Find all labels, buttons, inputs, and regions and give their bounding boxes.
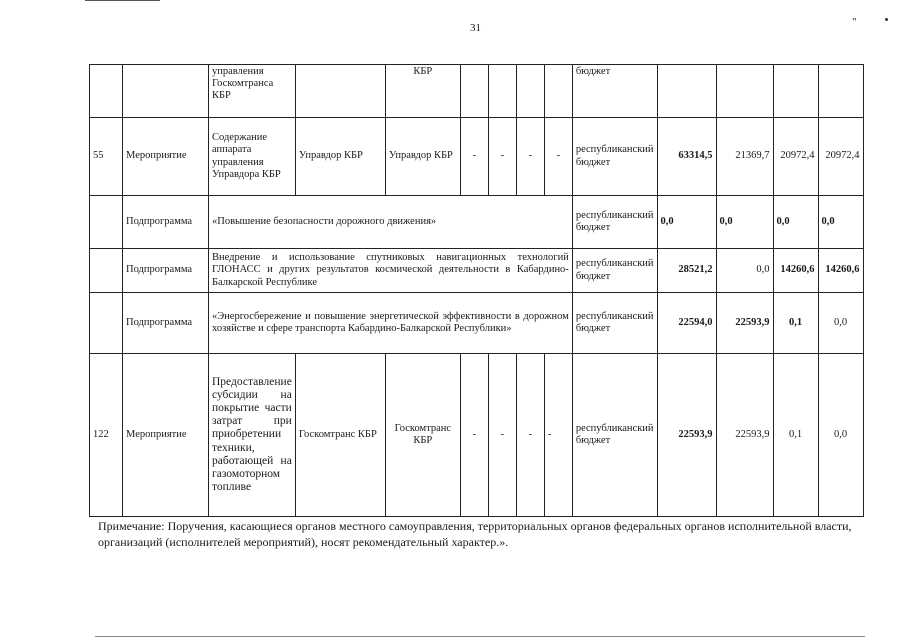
row-term: - — [488, 354, 516, 517]
row-year-value — [818, 65, 863, 118]
row-year-value: 0,0 — [818, 354, 863, 517]
row-term — [488, 65, 516, 118]
row-year-value: 0,0 — [716, 249, 773, 293]
row-term: - — [544, 118, 572, 196]
row-term: - — [488, 118, 516, 196]
row-year-value — [716, 65, 773, 118]
row-executor: КБР — [385, 65, 460, 118]
row-year-value — [773, 65, 818, 118]
row-number: 55 — [90, 118, 123, 196]
row-responsible — [295, 65, 385, 118]
row-source: республиканский бюджет — [572, 196, 657, 249]
program-table — [89, 64, 864, 517]
row-type: Подпрограмма — [123, 293, 209, 354]
row-total: 28521,2 — [657, 249, 716, 293]
row-type: Мероприятие — [123, 354, 209, 517]
row-type: Мероприятие — [123, 118, 209, 196]
table-row — [90, 65, 864, 118]
table-row — [90, 249, 864, 293]
row-term: - — [460, 118, 488, 196]
row-source: республиканский бюджет — [572, 118, 657, 196]
row-total — [657, 65, 716, 118]
row-name: «Повышение безопасности дорожного движения» — [209, 196, 573, 249]
row-total: 22593,9 — [657, 354, 716, 517]
row-name: Содержание аппарата управления Управдора КБР — [209, 118, 296, 196]
row-type — [123, 65, 209, 118]
row-year-value: 22593,9 — [716, 293, 773, 354]
row-number — [90, 65, 123, 118]
row-term: - — [460, 354, 488, 517]
row-total: 0,0 — [657, 196, 716, 249]
row-executor: Управдор КБР — [385, 118, 460, 196]
scan-line-top — [85, 0, 160, 1]
row-source: республиканский бюджет — [572, 249, 657, 293]
row-year-value: 0,0 — [773, 196, 818, 249]
row-year-value: 21369,7 — [716, 118, 773, 196]
row-year-value: 14260,6 — [818, 249, 863, 293]
row-number — [90, 249, 123, 293]
row-number: 122 — [90, 354, 123, 517]
table-row — [90, 118, 864, 196]
row-responsible: Госкомтранс КБР — [295, 354, 385, 517]
row-source: республиканский бюджет — [572, 293, 657, 354]
row-term: - — [544, 354, 572, 517]
scan-line-bottom — [95, 636, 865, 637]
row-term: - — [516, 118, 544, 196]
row-source: республиканский бюджет — [572, 354, 657, 517]
row-year-value: 0,1 — [773, 354, 818, 517]
scan-dot — [885, 18, 888, 21]
corner-mark: " — [852, 16, 857, 28]
row-term — [460, 65, 488, 118]
row-year-value: 0,0 — [818, 196, 863, 249]
row-type: Подпрограмма — [123, 249, 209, 293]
row-type: Подпрограмма — [123, 196, 209, 249]
row-name: Предоставление субсидии на покрытие части затрат при приобретении техники, работающей на газомоторном топливе — [209, 354, 296, 517]
row-number — [90, 196, 123, 249]
row-year-value: 0,1 — [773, 293, 818, 354]
row-total: 22594,0 — [657, 293, 716, 354]
table-row — [90, 293, 864, 354]
row-term: - — [516, 354, 544, 517]
row-year-value: 20972,4 — [818, 118, 863, 196]
row-year-value: 0,0 — [818, 293, 863, 354]
row-term — [544, 65, 572, 118]
row-name: управления Госкомтранса КБР — [209, 65, 296, 118]
table-row — [90, 354, 864, 517]
row-responsible: Управдор КБР — [295, 118, 385, 196]
row-year-value: 0,0 — [716, 196, 773, 249]
row-year-value: 14260,6 — [773, 249, 818, 293]
row-total: 63314,5 — [657, 118, 716, 196]
row-source: бюджет — [572, 65, 657, 118]
row-name: «Энергосбережение и повышение энергетической эффективности в дорожном хозяйстве и сфере транспорта Кабардино-Балкарской Республики» — [209, 293, 573, 354]
row-number — [90, 293, 123, 354]
row-term — [516, 65, 544, 118]
row-executor: Госкомтранс КБР — [385, 354, 460, 517]
page-number: 31 — [470, 22, 481, 34]
row-year-value: 22593,9 — [716, 354, 773, 517]
footnote: Примечание: Поручения, касающиеся органов местного самоуправления, территориальных органов федеральных органов исполнительной власти, организаций (исполнителей мероприятий), носят рекомендательный характер.». — [98, 519, 852, 549]
table-row — [90, 196, 864, 249]
row-name: Внедрение и использование спутниковых навигационных технологий ГЛОНАСС и других результатов космической деятельности в Кабардино-Балкарской Республике — [209, 249, 573, 293]
row-year-value: 20972,4 — [773, 118, 818, 196]
